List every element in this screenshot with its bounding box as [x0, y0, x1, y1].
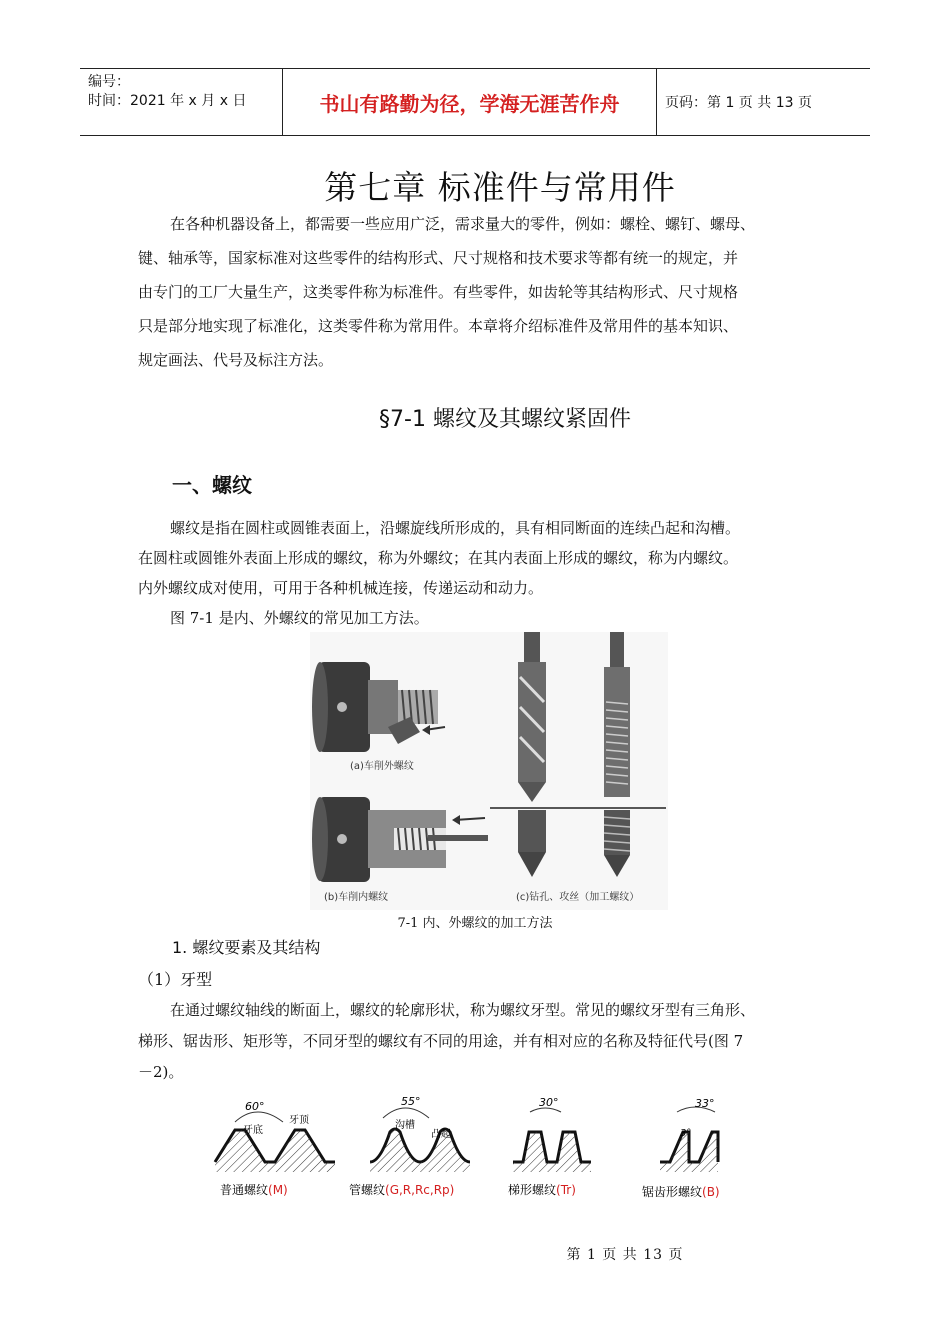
buttress-thread-profile [642, 1097, 720, 1199]
figure-label-a: (a)车削外螺纹 [350, 761, 414, 772]
thread-line: 在圆柱或圆锥外表面上形成的螺纹，称为外螺纹；在其内表面上形成的螺纹，称为内螺纹。 [138, 549, 739, 567]
profile-line: 梯形、锯齿形、矩形等，不同牙型的螺纹有不同的用途，并有相对应的名称及特征代号(图 7 [138, 1032, 744, 1050]
header-page-info: 页码：第 1 页 共 13 页 [665, 95, 812, 111]
page-footer: 第 1 页 共 13 页 [566, 1247, 684, 1263]
header-table [80, 68, 870, 136]
metric-angle: 60° [245, 1100, 265, 1113]
chapter-title: 第七章 标准件与常用件 [324, 168, 676, 207]
intro-paragraph [138, 207, 828, 377]
subsection-title: 一、螺纹 [172, 473, 252, 497]
intro-line: 只是部分地实现了标准化，这类零件称为常用件。本章将介绍标准件及常用件的基本知识、 [138, 317, 739, 335]
metric-name: 普通螺纹(M) [220, 1183, 288, 1197]
date-label: 时间：2021 年 x 月 x 日 [88, 93, 247, 109]
pipe-name: 管螺纹(G,R,Rc,Rp) [349, 1183, 455, 1197]
thread-profile-figure [205, 1090, 765, 1205]
intro-line: 在各种机器设备上，都需要一些应用广泛，需求量大的零件，例如：螺栓、螺钉、螺母、 [170, 215, 756, 233]
thread-line: 图 7-1 是内、外螺纹的常见加工方法。 [170, 609, 429, 627]
figure-label-b: (b)车削内螺纹 [324, 892, 389, 903]
item-title: （1）牙型 [138, 970, 213, 989]
section-title: §7-1 螺纹及其螺纹紧固件 [379, 407, 631, 432]
trapezoidal-name: 梯形螺纹(Tr) [508, 1183, 576, 1197]
point-title: 1. 螺纹要素及其结构 [172, 938, 321, 957]
thread-profile-diagrams [205, 1090, 765, 1205]
thread-machining-illustration [310, 632, 668, 910]
thread-line: 螺纹是指在圆柱或圆锥表面上，沿螺旋线所形成的，具有相同断面的连续凸起和沟槽。 [170, 519, 741, 537]
pipe-tag-groove: 沟槽 [395, 1120, 415, 1131]
pipe-angle: 55° [401, 1095, 421, 1108]
number-label: 编号： [88, 74, 130, 90]
profile-line: －2)。 [138, 1063, 184, 1081]
header-meta [80, 69, 282, 135]
buttress-name: 锯齿形螺纹(B) [642, 1185, 720, 1199]
pipe-thread-profile [349, 1095, 470, 1197]
thread-paragraph [138, 513, 838, 633]
intro-line: 键、轴承等，国家标准对这些零件的结构形式、尺寸规格和技术要求等都有统一的规定，并 [138, 249, 739, 267]
metric-tag-crest: 牙顶 [289, 1115, 309, 1126]
thread-machining-figure [310, 632, 668, 910]
thread-line: 内外螺纹成对使用，可用于各种机械连接，传递运动和动力。 [138, 579, 544, 597]
buttress-angle-small: 3° [680, 1128, 692, 1139]
header-motto: 书山有路勤为径，学海无涯苦作舟 [282, 69, 657, 135]
figure-caption: 7-1 内、外螺纹的加工方法 [397, 916, 553, 931]
profile-line: 在通过螺纹轴线的断面上，螺纹的轮廓形状，称为螺纹牙型。常见的螺纹牙型有三角形、 [170, 1001, 756, 1019]
pipe-tag-ridge: 凸起 [431, 1129, 451, 1140]
trapezoidal-thread-profile [508, 1096, 591, 1197]
intro-line: 由专门的工厂大量生产，这类零件称为标准件。有些零件，如齿轮等其结构形式、尺寸规格 [138, 283, 739, 301]
metric-thread-profile [215, 1100, 335, 1197]
metric-tag-root: 牙底 [243, 1125, 263, 1136]
figure-label-c: (c)钻孔、攻丝（加工螺纹） [516, 892, 640, 903]
intro-line: 规定画法、代号及标注方法。 [138, 351, 334, 369]
profile-paragraph [138, 995, 828, 1088]
trapezoidal-angle: 30° [539, 1096, 559, 1109]
buttress-angle: 33° [695, 1097, 715, 1110]
